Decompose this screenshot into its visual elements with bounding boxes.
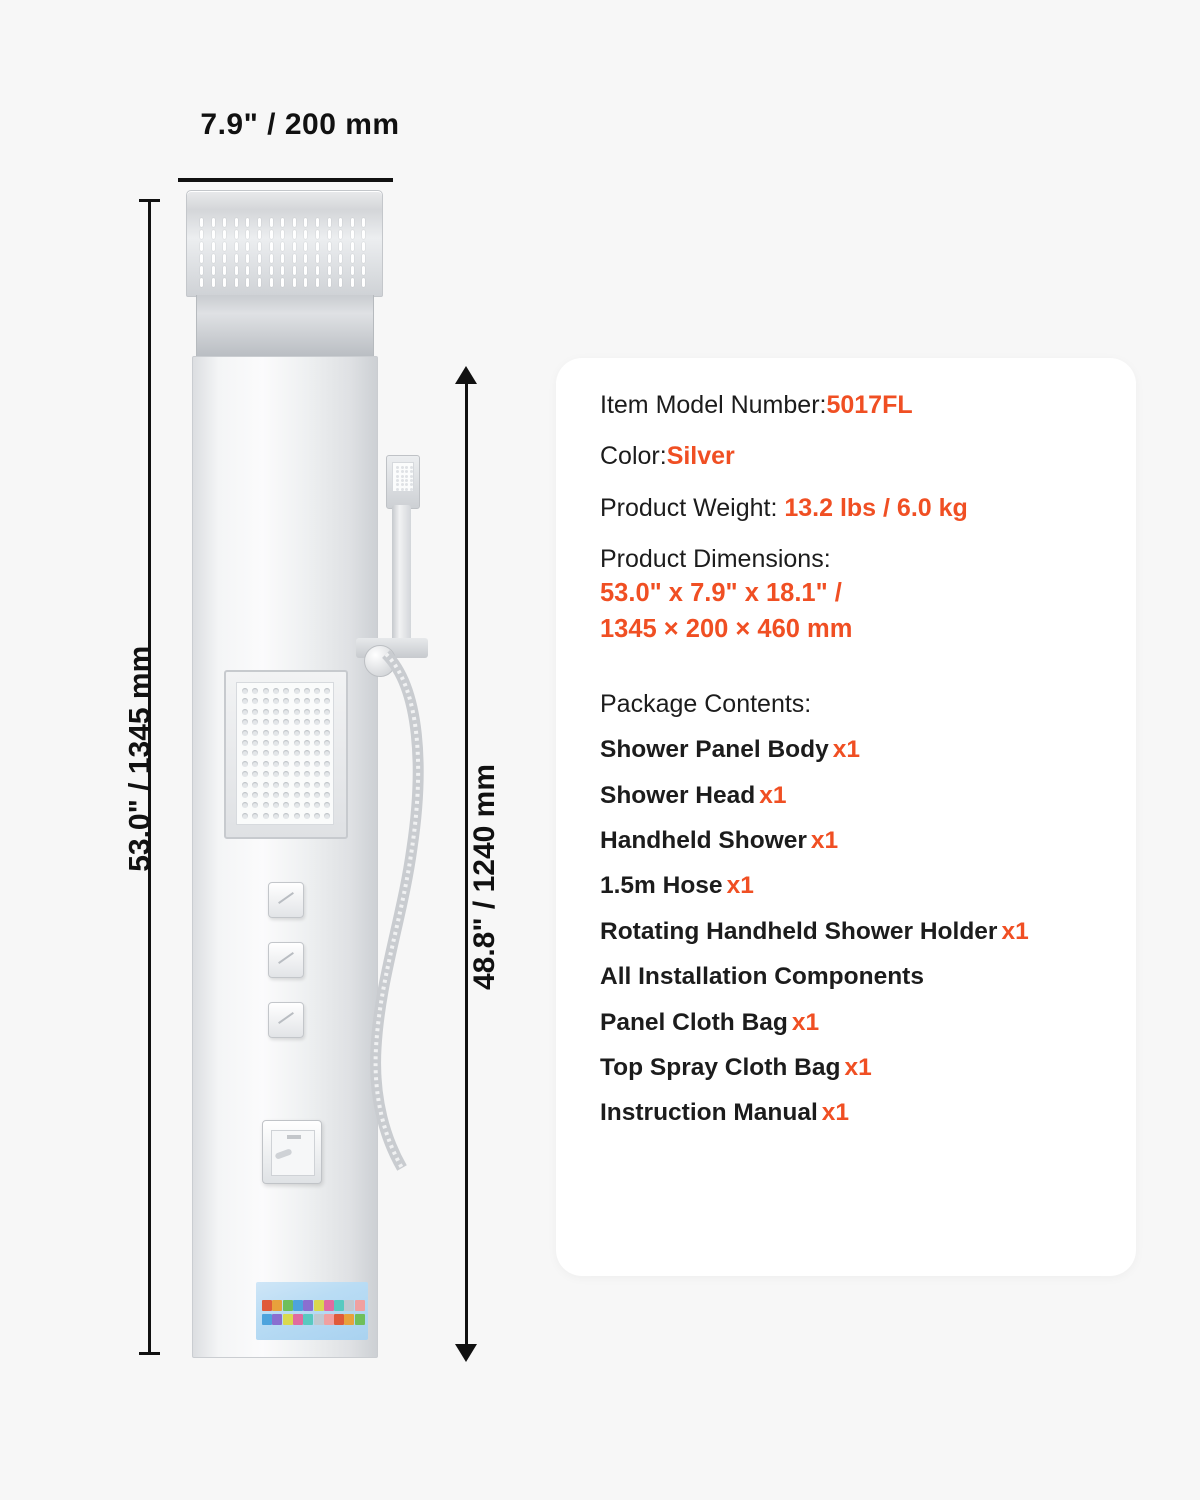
spec-model-value: 5017FL xyxy=(826,391,913,419)
top-width-dimension-label: 7.9" / 200 mm xyxy=(200,108,400,141)
package-item-name: Instruction Manual xyxy=(600,1099,818,1127)
inner-height-dimension-label: 48.8" / 1240 mm xyxy=(468,763,501,991)
list-item xyxy=(600,871,1106,900)
mixer-spout xyxy=(287,1135,301,1139)
spec-weight-label: Product Weight: xyxy=(600,493,785,522)
shower-hose xyxy=(328,648,438,1178)
specification-card-content xyxy=(600,390,1106,1144)
package-item-name: Shower Head xyxy=(600,781,756,809)
shower-head-nozzles xyxy=(200,218,368,286)
spec-color-value: Silver xyxy=(666,442,735,471)
spec-color xyxy=(600,441,1106,472)
total-height-dimension-label: 53.0" / 1345 mm xyxy=(123,645,157,872)
list-item xyxy=(600,1008,1106,1037)
list-item xyxy=(600,826,1106,855)
package-contents-title: Package Contents: xyxy=(600,690,812,719)
package-item-name: Top Spray Cloth Bag xyxy=(600,1054,841,1082)
shower-head-neck xyxy=(196,295,374,357)
handheld-shower-handle xyxy=(392,505,411,650)
spec-dimensions-value-line2: 1345 × 200 × 460 mm xyxy=(600,614,853,643)
spec-dimensions-label: Product Dimensions: xyxy=(600,544,831,573)
package-item-name: Rotating Handheld Shower Holder xyxy=(600,917,998,945)
package-item-name: 1.5m Hose xyxy=(600,872,723,900)
package-item-qty: x1 xyxy=(821,1099,850,1127)
package-item-qty: x1 xyxy=(759,781,787,809)
list-item xyxy=(600,781,1106,810)
handheld-shower-faceplate xyxy=(392,462,414,492)
list-item xyxy=(600,1053,1106,1082)
package-item-qty: x1 xyxy=(1001,917,1029,945)
mixer-control-panel xyxy=(262,1120,322,1184)
package-item-qty: x1 xyxy=(844,1054,872,1082)
package-item-name: Shower Panel Body xyxy=(600,736,829,764)
spec-dimensions xyxy=(600,544,1106,647)
package-item-qty: x1 xyxy=(791,1008,820,1036)
package-item-qty: x1 xyxy=(726,872,754,900)
package-item-qty: x1 xyxy=(832,736,860,764)
list-item xyxy=(600,1098,1106,1127)
spec-color-label: Color: xyxy=(600,442,667,471)
spec-weight xyxy=(600,493,1106,524)
product-label-sticker xyxy=(256,1282,368,1340)
spec-dimensions-value-line1: 53.0" x 7.9" x 18.1" / xyxy=(600,579,842,607)
spec-model xyxy=(600,390,1106,421)
list-item xyxy=(600,962,1106,991)
list-item xyxy=(600,735,1106,764)
massage-jet-1 xyxy=(268,882,304,918)
spec-model-label: Item Model Number: xyxy=(600,391,827,419)
left-dimension-cap-bottom xyxy=(139,1352,160,1355)
inner-dimension-arrow-bottom xyxy=(455,1344,477,1362)
specification-card xyxy=(556,358,1136,1276)
package-item-name: Panel Cloth Bag xyxy=(600,1008,788,1036)
package-item-qty: x1 xyxy=(810,827,839,855)
massage-jet-2 xyxy=(268,942,304,978)
top-width-dimension-line xyxy=(178,178,393,182)
massage-jet-3 xyxy=(268,1002,304,1038)
spec-weight-value: 13.2 lbs / 6.0 kg xyxy=(784,493,968,522)
package-item-name: Handheld Shower xyxy=(600,827,807,855)
package-item-name: All Installation Components xyxy=(600,963,924,991)
body-spray-nozzle-grid xyxy=(236,682,334,825)
shower-panel-illustration xyxy=(178,190,418,1360)
list-item xyxy=(600,917,1106,946)
